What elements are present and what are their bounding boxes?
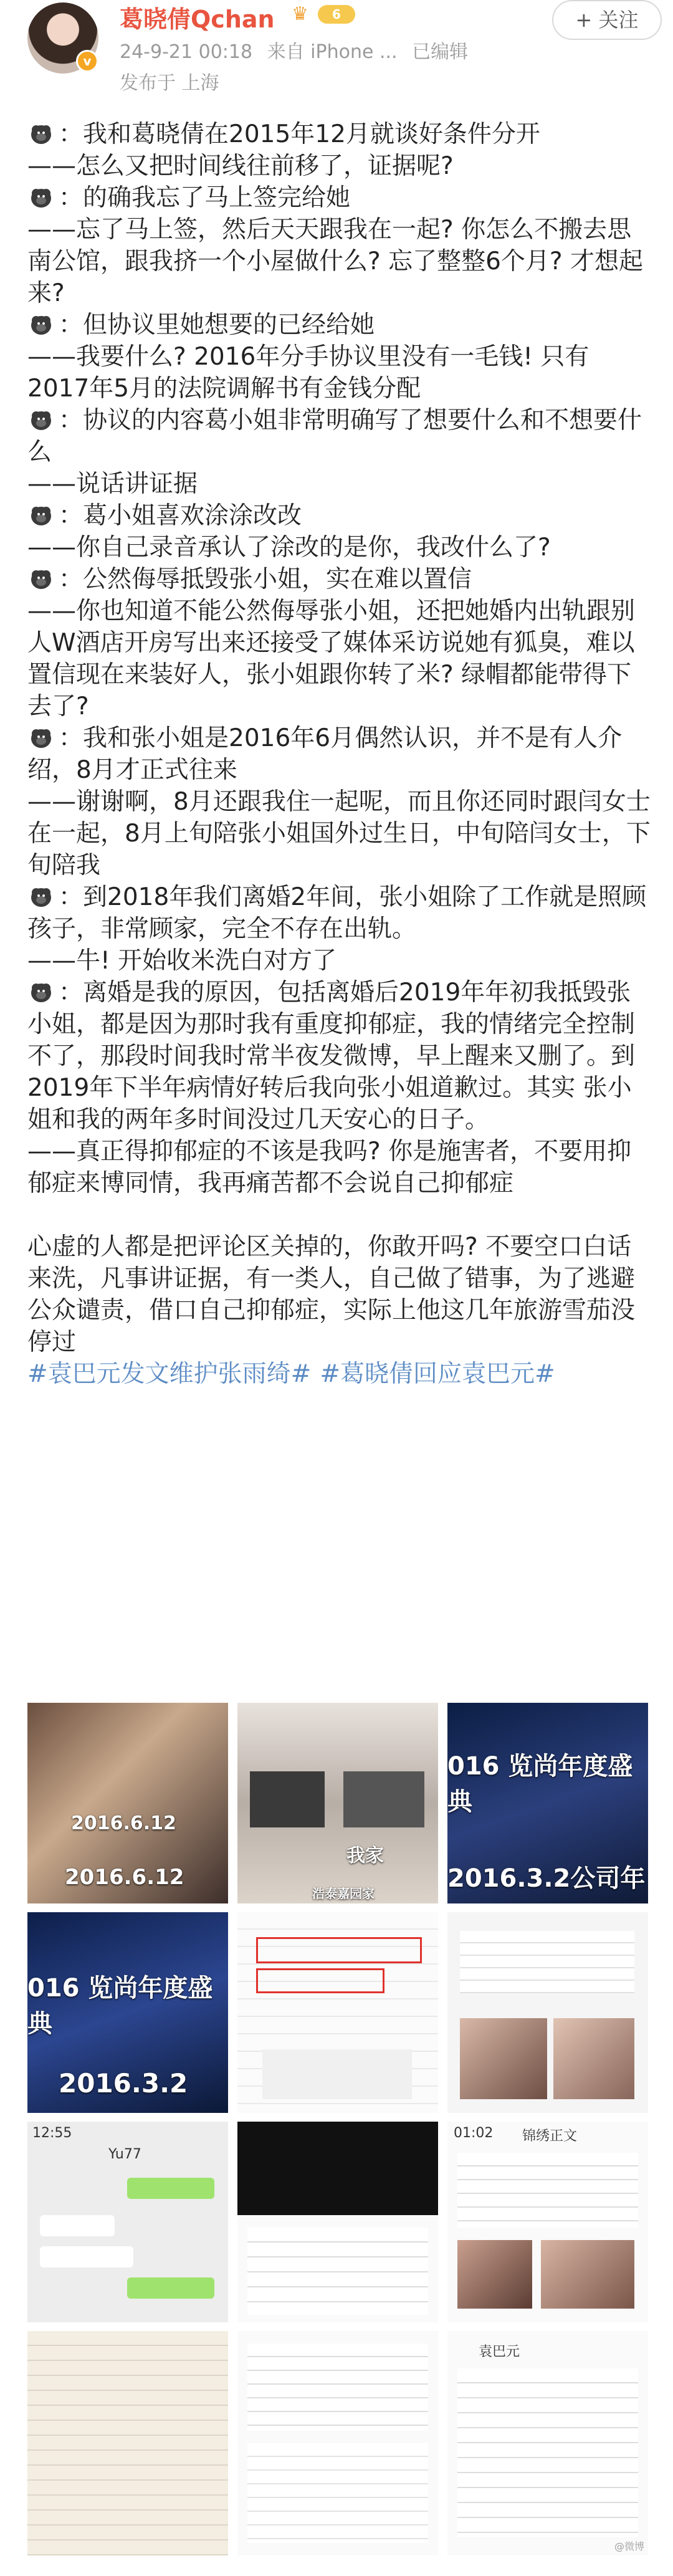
post-paragraph <box>27 150 651 182</box>
image-thumbnail[interactable] <box>237 2122 438 2322</box>
paragraph-text: ：但协议里她想要的已经给她 <box>59 311 375 339</box>
level-badge: 6 <box>318 5 355 24</box>
post-paragraph <box>27 118 651 150</box>
post-paragraph <box>27 309 651 341</box>
paragraph-text: ——说话讲证据 <box>27 470 198 498</box>
post-paragraph <box>27 214 651 309</box>
image-thumbnail[interactable] <box>27 2331 228 2555</box>
post-paragraph <box>27 881 651 945</box>
post-date: 24-9-21 00:18 <box>120 41 253 63</box>
hashtag-link[interactable]: #葛晓倩回应袁巴元# <box>320 1360 555 1388</box>
image-thumbnail[interactable] <box>237 1912 438 2113</box>
gorilla-emoji-icon <box>27 979 55 1004</box>
image-thumbnail[interactable] <box>27 1703 228 1903</box>
paragraph-text: ：葛小姐喜欢涂涂改改 <box>59 502 302 530</box>
paragraph-text: ：到2018年我们离婚2年间，张小姐除了工作就是照顾孩子，非常顾家，完全不存在出轨。 <box>27 883 647 943</box>
gorilla-emoji-icon <box>27 566 55 591</box>
screenshot-time: 01:02 <box>454 2125 494 2141</box>
edited-label: 已编辑 <box>412 41 469 63</box>
post-paragraph <box>27 977 651 1136</box>
gorilla-emoji-icon <box>27 502 55 527</box>
image-thumbnail[interactable] <box>447 2122 648 2322</box>
image-caption: 2016.6.12 <box>71 1812 176 1834</box>
post-paragraphs <box>27 118 651 1199</box>
paragraph-text: ——你自己录音承认了涂改的是你，我改什么了? <box>27 534 551 562</box>
image-thumbnail[interactable] <box>27 2122 228 2322</box>
post-paragraph <box>27 1136 651 1199</box>
post-paragraph <box>27 182 651 214</box>
post-header <box>0 0 673 106</box>
chat-time: 12:55 <box>32 2125 72 2141</box>
image-thumbnail[interactable] <box>447 1912 648 2113</box>
post-source: 来自 iPhone ... <box>267 41 398 63</box>
follow-button[interactable]: + 关注 <box>552 0 662 40</box>
watermark: @微博 <box>614 2540 644 2552</box>
gorilla-emoji-icon <box>27 725 55 750</box>
image-caption: 我家 <box>346 1845 384 1867</box>
gorilla-emoji-icon <box>27 184 55 209</box>
paragraph-text: ——你也知道不能公然侮辱张小姐，还把她婚内出轨跟别人W酒店开房写出来还接受了媒体采访说她有狐臭，难以置信现在来装好人，张小姐跟你转了米? 绿帽都能带得下去了? <box>27 597 636 721</box>
image-thumbnail[interactable] <box>447 2331 648 2555</box>
paragraph-text: ：公然侮辱抵毁张小姐，实在难以置信 <box>59 565 472 593</box>
screenshot-title: 锦绣正文 <box>522 2128 578 2144</box>
paragraph-text: ——怎么又把时间线往前移了，证据呢? <box>27 152 454 180</box>
post-paragraph <box>27 563 651 595</box>
paragraph-text: ：离婚是我的原因，包括离婚后2019年年初我抵毁张小姐，都是因为那时我有重度抑郁症，我的情绪完全控制不了，那段时间我时常半夜发微博，早上醒来又删了。到2019年下半年病情好转后我向张小姐道歉过。其实 张小姐和我的两年多时间没过几天安心的日子。 <box>27 979 636 1134</box>
chat-contact: Yu77 <box>108 2147 141 2162</box>
post-paragraph <box>27 945 651 977</box>
post-paragraph <box>27 722 651 786</box>
post-paragraph <box>27 532 651 563</box>
post-paragraph <box>27 405 651 468</box>
image-caption: 浩泰嘉园家 <box>312 1886 375 1901</box>
image-caption: 016 览尚年度盛典 <box>447 1752 633 1816</box>
paragraph-text: ：我和葛晓倩在2015年12月就谈好条件分开 <box>59 120 540 148</box>
verified-badge-icon: v <box>76 50 98 72</box>
post-paragraph <box>27 786 651 881</box>
paragraph-text: ：我和张小姐是2016年6月偶然认识，并不是有人介绍，8月才正式往来 <box>27 724 623 784</box>
gorilla-emoji-icon <box>27 312 55 337</box>
gorilla-emoji-icon <box>27 407 55 432</box>
closing-paragraph: 心虚的人都是把评论区关掉的，你敢开吗? 不要空口白话来洗，凡事讲证据，有一类人，自己做了错事，为了逃避公众谴责，借口自己抑郁症，实际上他这几年旅游雪茄没停过 <box>27 1233 636 1356</box>
post-paragraph <box>27 468 651 500</box>
image-thumbnail[interactable] <box>237 1703 438 1903</box>
paragraph-text: ——谢谢啊，8月还跟我住一起呢，而且你还同时跟闫女士在一起，8月上旬陪张小姐国外过生日，中旬陪闫女士，下旬陪我 <box>27 788 651 879</box>
image-caption: 2016.3.2 <box>59 2068 188 2099</box>
post-paragraph <box>27 500 651 532</box>
post-paragraph <box>27 595 651 722</box>
image-grid <box>27 1703 648 2563</box>
paragraph-text: ——牛! 开始收米洗白对方了 <box>27 947 337 975</box>
hashtag-link[interactable]: #袁巴元发文维护张雨绮# <box>27 1360 312 1388</box>
screenshot-title: 袁巴元 <box>479 2344 520 2360</box>
paragraph-text: ——我要什么? 2016年分手协议里没有一毛钱! 只有2017年5月的法院调解书有金钱分配 <box>27 343 589 403</box>
post-location: 发布于 上海 <box>120 72 219 94</box>
gorilla-emoji-icon <box>27 121 55 146</box>
image-caption: 2016.3.2公司年 <box>447 1864 646 1893</box>
image-caption: 2016.6.12 <box>65 1865 184 1890</box>
paragraph-text: ——真正得抑郁症的不该是我吗? 你是施害者，不要用抑郁症来博同情，我再痛苦都不会说自己抑郁症 <box>27 1137 632 1197</box>
hashtags <box>27 1358 651 1390</box>
post-meta <box>120 36 477 64</box>
paragraph-text: ：协议的内容葛小姐非常明确写了想要什么和不想要什么 <box>27 406 642 466</box>
paragraph-text: ：的确我忘了马上签完给她 <box>59 184 351 212</box>
username[interactable]: 葛晓倩Qchan <box>120 6 275 33</box>
image-thumbnail[interactable] <box>27 1912 228 2113</box>
gorilla-emoji-icon <box>27 884 55 909</box>
crown-icon: ♛ <box>292 3 308 25</box>
image-thumbnail[interactable] <box>447 1703 648 1903</box>
post-body <box>27 118 651 1390</box>
paragraph-text: ——忘了马上签，然后天天跟我在一起? 你怎么不搬去思南公馆，跟我挤一个小屋做什么? 忘了整整6个月? 才想起来? <box>27 216 644 307</box>
image-thumbnail[interactable] <box>237 2331 438 2555</box>
image-caption: 016 览尚年度盛典 <box>27 1974 213 2038</box>
post-paragraph <box>27 341 651 405</box>
